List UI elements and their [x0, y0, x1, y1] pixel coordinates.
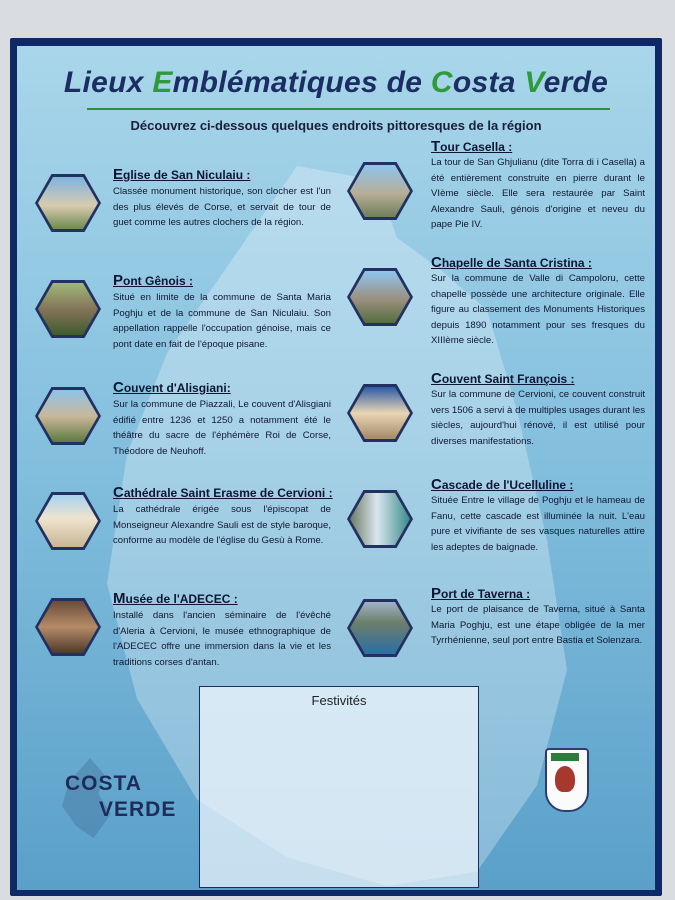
site-description: Le port de plaisance de Taverna, situé à Santa Maria Poghju, est une étape obligée de la mer Tyrrhénienne, seul port entre Bastia et Solenzara.: [431, 604, 645, 646]
site-description: Classée monument historique, son clocher est l'un des plus élevés de Corse, et servait de tour de guet comme les autres clochers de la région.: [113, 186, 331, 228]
site-tour-casella: [347, 138, 655, 238]
site-cathedrale-cervioni: [35, 484, 335, 564]
harbor-photo: [347, 599, 413, 657]
site-description: Sur la commune de Piazzali, Le couvent d'Alisgiani édifié entre 1236 et 1250 a notamment été le théâtre du sacre de l'éphémère Roi de Corse, Théodore de Neuhoff.: [113, 399, 331, 457]
site-name: Eglise de San Niculaiu :: [113, 166, 251, 183]
site-name: Tour Casella :: [431, 138, 513, 155]
site-description: Situé en limite de la commune de Santa Maria Poghju et de la commune de San Niculaiu. Son appellation rappelle l'occupation génoise, mais ce pont date en fait de l'époque pisane.: [113, 292, 331, 350]
site-name: Couvent d'Alisgiani:: [113, 379, 231, 396]
site-description: Sur la commune de Cervioni, ce couvent construit vers 1506 a servi à de multiples usages durant les siècles, aujourd'hui rénové, il est utilisé pour diverses manifestations.: [431, 389, 645, 447]
site-couvent-saint-francois: [347, 370, 655, 460]
site-musee-adecec: [35, 590, 335, 670]
waterfall-photo: [347, 490, 413, 548]
cathedral-photo: [35, 492, 101, 550]
site-name: Chapelle de Santa Cristina :: [431, 254, 592, 271]
sign-board: [10, 38, 662, 896]
bridge-photo: [35, 280, 101, 338]
church-photo: [35, 174, 101, 232]
site-name: Cathédrale Saint Erasme de Cervioni :: [113, 484, 333, 501]
site-description: Sur la commune de Valle di Campoloru, cette chapelle possède une architecture originale. Elle figure au classement des Monuments Historiques depuis 1890 notamment pour ses fresques du XIIIème siècle.: [431, 273, 645, 346]
site-name: Cascade de l'Ucelluline :: [431, 476, 574, 493]
saint-francois-convent-photo: [347, 384, 413, 442]
site-eglise-san-niculaiu: [35, 166, 335, 246]
festivities-board: [199, 686, 479, 888]
site-pont-genois: [35, 272, 335, 352]
page-title: Lieux Emblématiques de Costa Verde: [63, 66, 609, 99]
chapel-photo: [347, 268, 413, 326]
site-name: Port de Taverna :: [431, 585, 531, 602]
site-chapelle-santa-cristina: [347, 254, 655, 354]
site-description: La tour de San Ghjulianu (dite Torra di i Casella) a été entièrement construite en pierre durant le VIème siècle. Elle sera restaurée par Saint Alexandre Sauli, génois d'origine et neveu du pape Pie IV.: [431, 157, 645, 230]
site-name: Couvent Saint François :: [431, 370, 575, 387]
site-couvent-alisgiani: [35, 379, 335, 459]
festivities-title: Festivités: [311, 693, 367, 708]
site-cascade-ucelluline: [347, 476, 655, 576]
site-port-taverna: [347, 585, 655, 685]
site-name: Musée de l'ADECEC :: [113, 590, 238, 607]
logo-text-verde: VERDE: [99, 798, 177, 821]
museum-photo: [35, 598, 101, 656]
convent-photo: [35, 387, 101, 445]
site-description: Installé dans l'ancien séminaire de l'évêché d'Aleria à Cervioni, le musée ethnographique de l'ADECEC offre une immersion dans la vie et les traditions corses d'antan.: [113, 610, 331, 668]
site-name: Pont Gênois :: [113, 272, 194, 289]
page-subtitle: Découvrez ci-dessous quelques endroits pittoresques de la région: [130, 118, 542, 133]
costa-verde-logo: [55, 754, 190, 844]
title-underline: [87, 108, 610, 110]
tower-photo: [347, 162, 413, 220]
sign-panel: [17, 46, 655, 890]
logo-text-costa: COSTA: [65, 772, 142, 795]
site-description: La cathédrale érigée sous l'épiscopat de Monseigneur Alexandre Sauli est de style baroque, conforme au modèle de l'église du Gesù à Rome.: [113, 504, 331, 546]
coat-of-arms-icon: [545, 748, 589, 812]
site-description: Située Entre le village de Poghju et le hameau de Fanu, cette cascade est illuminée la nuit. L'eau pure et vivifiante de ses vasques naturelles attire les adeptes de baignade.: [431, 495, 645, 553]
